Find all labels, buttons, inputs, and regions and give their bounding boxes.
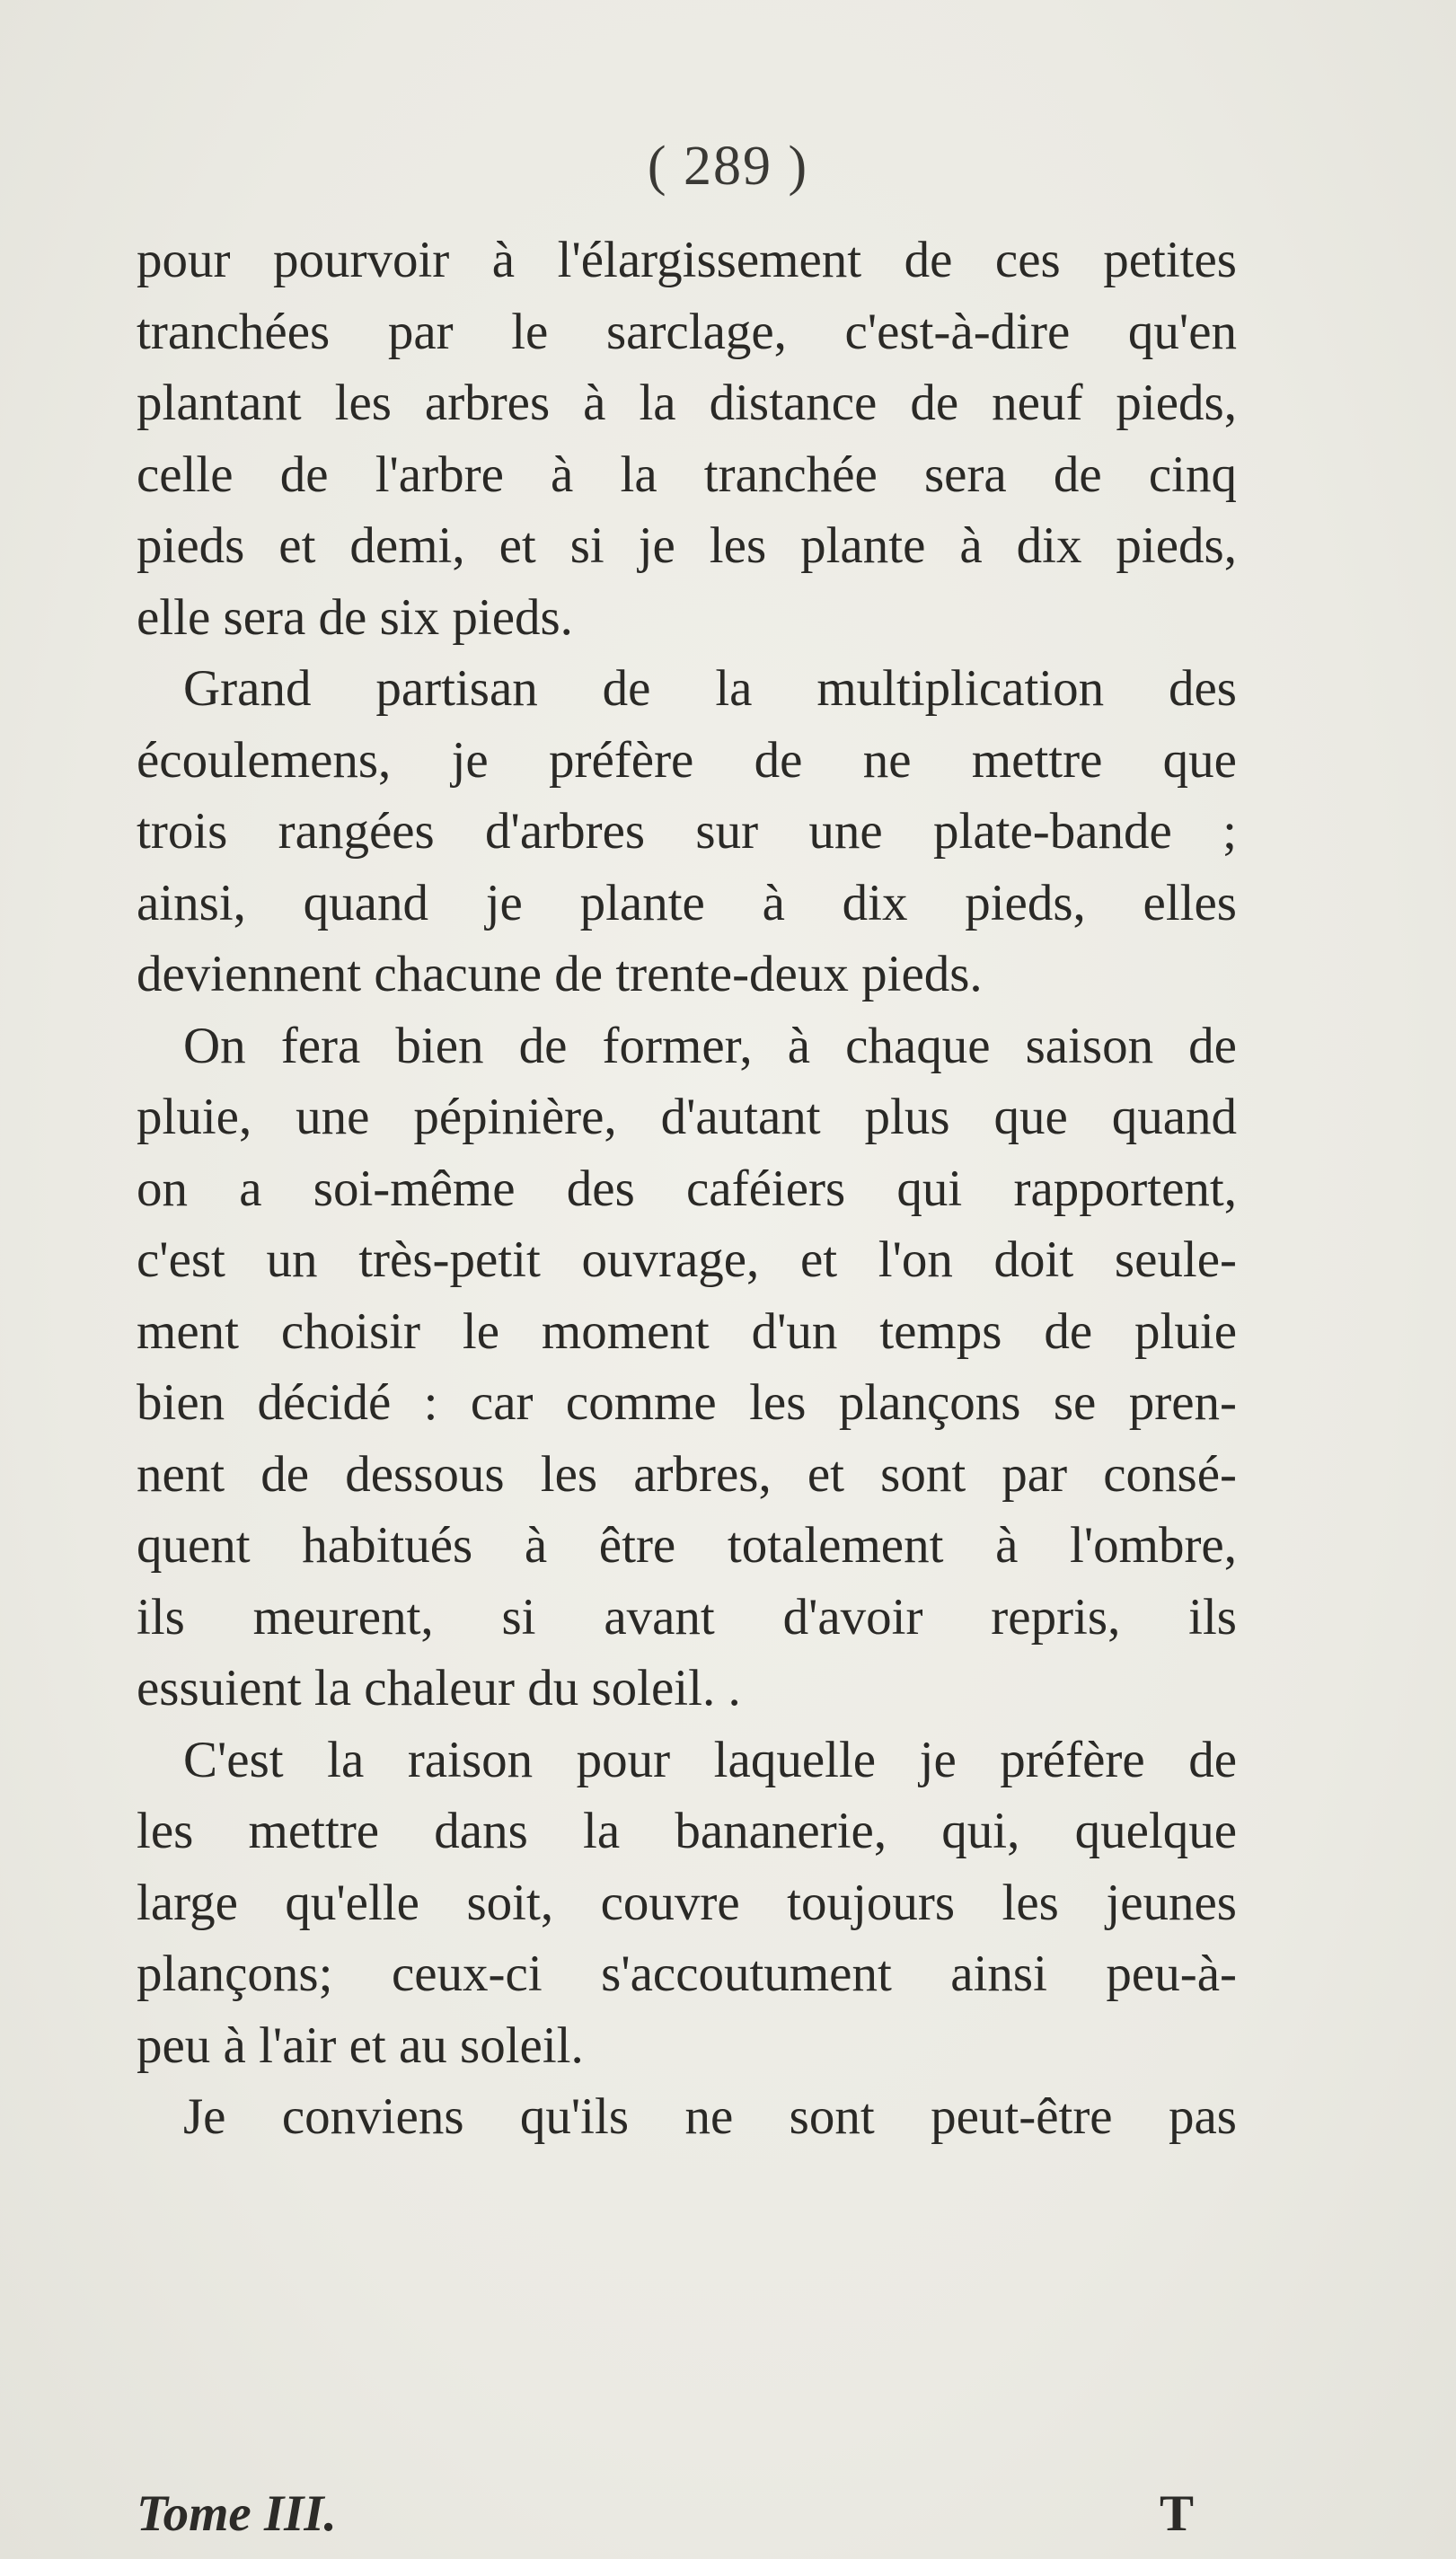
text-line: pieds et demi, et si je les plante à dix pieds,	[137, 517, 1237, 574]
text-line: celle de l'arbre à la tranchée sera de cinq	[137, 446, 1237, 503]
text-line: elle sera de six pieds.	[137, 588, 573, 646]
page-number: ( 289 )	[647, 136, 809, 197]
text-line: nent de dessous les arbres, et sont par consé-	[137, 1445, 1237, 1503]
signature-mark: T	[1159, 2485, 1194, 2542]
text-line: large qu'elle soit, couvre toujours les jeunes	[137, 1874, 1237, 1931]
text-line: C'est la raison pour laquelle je préfère de	[183, 1731, 1237, 1788]
text-line: peu à l'air et au soleil.	[137, 2016, 584, 2074]
text-line: les mettre dans la bananerie, qui, quelque	[137, 1803, 1237, 1859]
text-line: plantant les arbres à la distance de neuf pieds,	[137, 375, 1237, 431]
text-line: Grand partisan de la multiplication des	[183, 660, 1237, 717]
text-line: plançons; ceux-ci s'accoutument ainsi peu-à-	[137, 1946, 1237, 2002]
text-line: c'est un très-petit ouvrage, et l'on doit seule-	[137, 1231, 1237, 1288]
text-line: on a soi-même des caféiers qui rapportent,	[137, 1160, 1237, 1217]
text-line: ainsi, quand je plante à dix pieds, elles	[137, 874, 1237, 931]
text-line: ils meurent, si avant d'avoir repris, ils	[137, 1588, 1237, 1646]
text-line: quent habitués à être totalement à l'ombre,	[137, 1517, 1237, 1574]
text-line: trois rangées d'arbres sur une plate-bande ;	[137, 803, 1237, 860]
text-line: bien décidé : car comme les plançons se pren-	[137, 1374, 1237, 1431]
text-line: essuient la chaleur du soleil. .	[137, 1660, 741, 1716]
volume-label: Tome III.	[137, 2485, 337, 2542]
text-line: Je conviens qu'ils ne sont peut-être pas	[183, 2088, 1237, 2145]
text-line: tranchées par le sarclage, c'est-à-dire qu'en	[137, 303, 1237, 360]
body-text	[137, 225, 1237, 2153]
page-footer	[137, 2483, 1237, 2546]
text-line: deviennent chacune de trente-deux pieds.	[137, 946, 983, 1002]
text-line: On fera bien de former, à chaque saison de	[183, 1017, 1237, 1074]
text-line: pour pourvoir à l'élargissement de ces petites	[137, 232, 1237, 288]
text-line: ment choisir le moment d'un temps de pluie	[137, 1302, 1237, 1360]
text-line: écoulemens, je préfère de ne mettre que	[137, 731, 1237, 789]
text-line: pluie, une pépinière, d'autant plus que quand	[137, 1089, 1237, 1145]
